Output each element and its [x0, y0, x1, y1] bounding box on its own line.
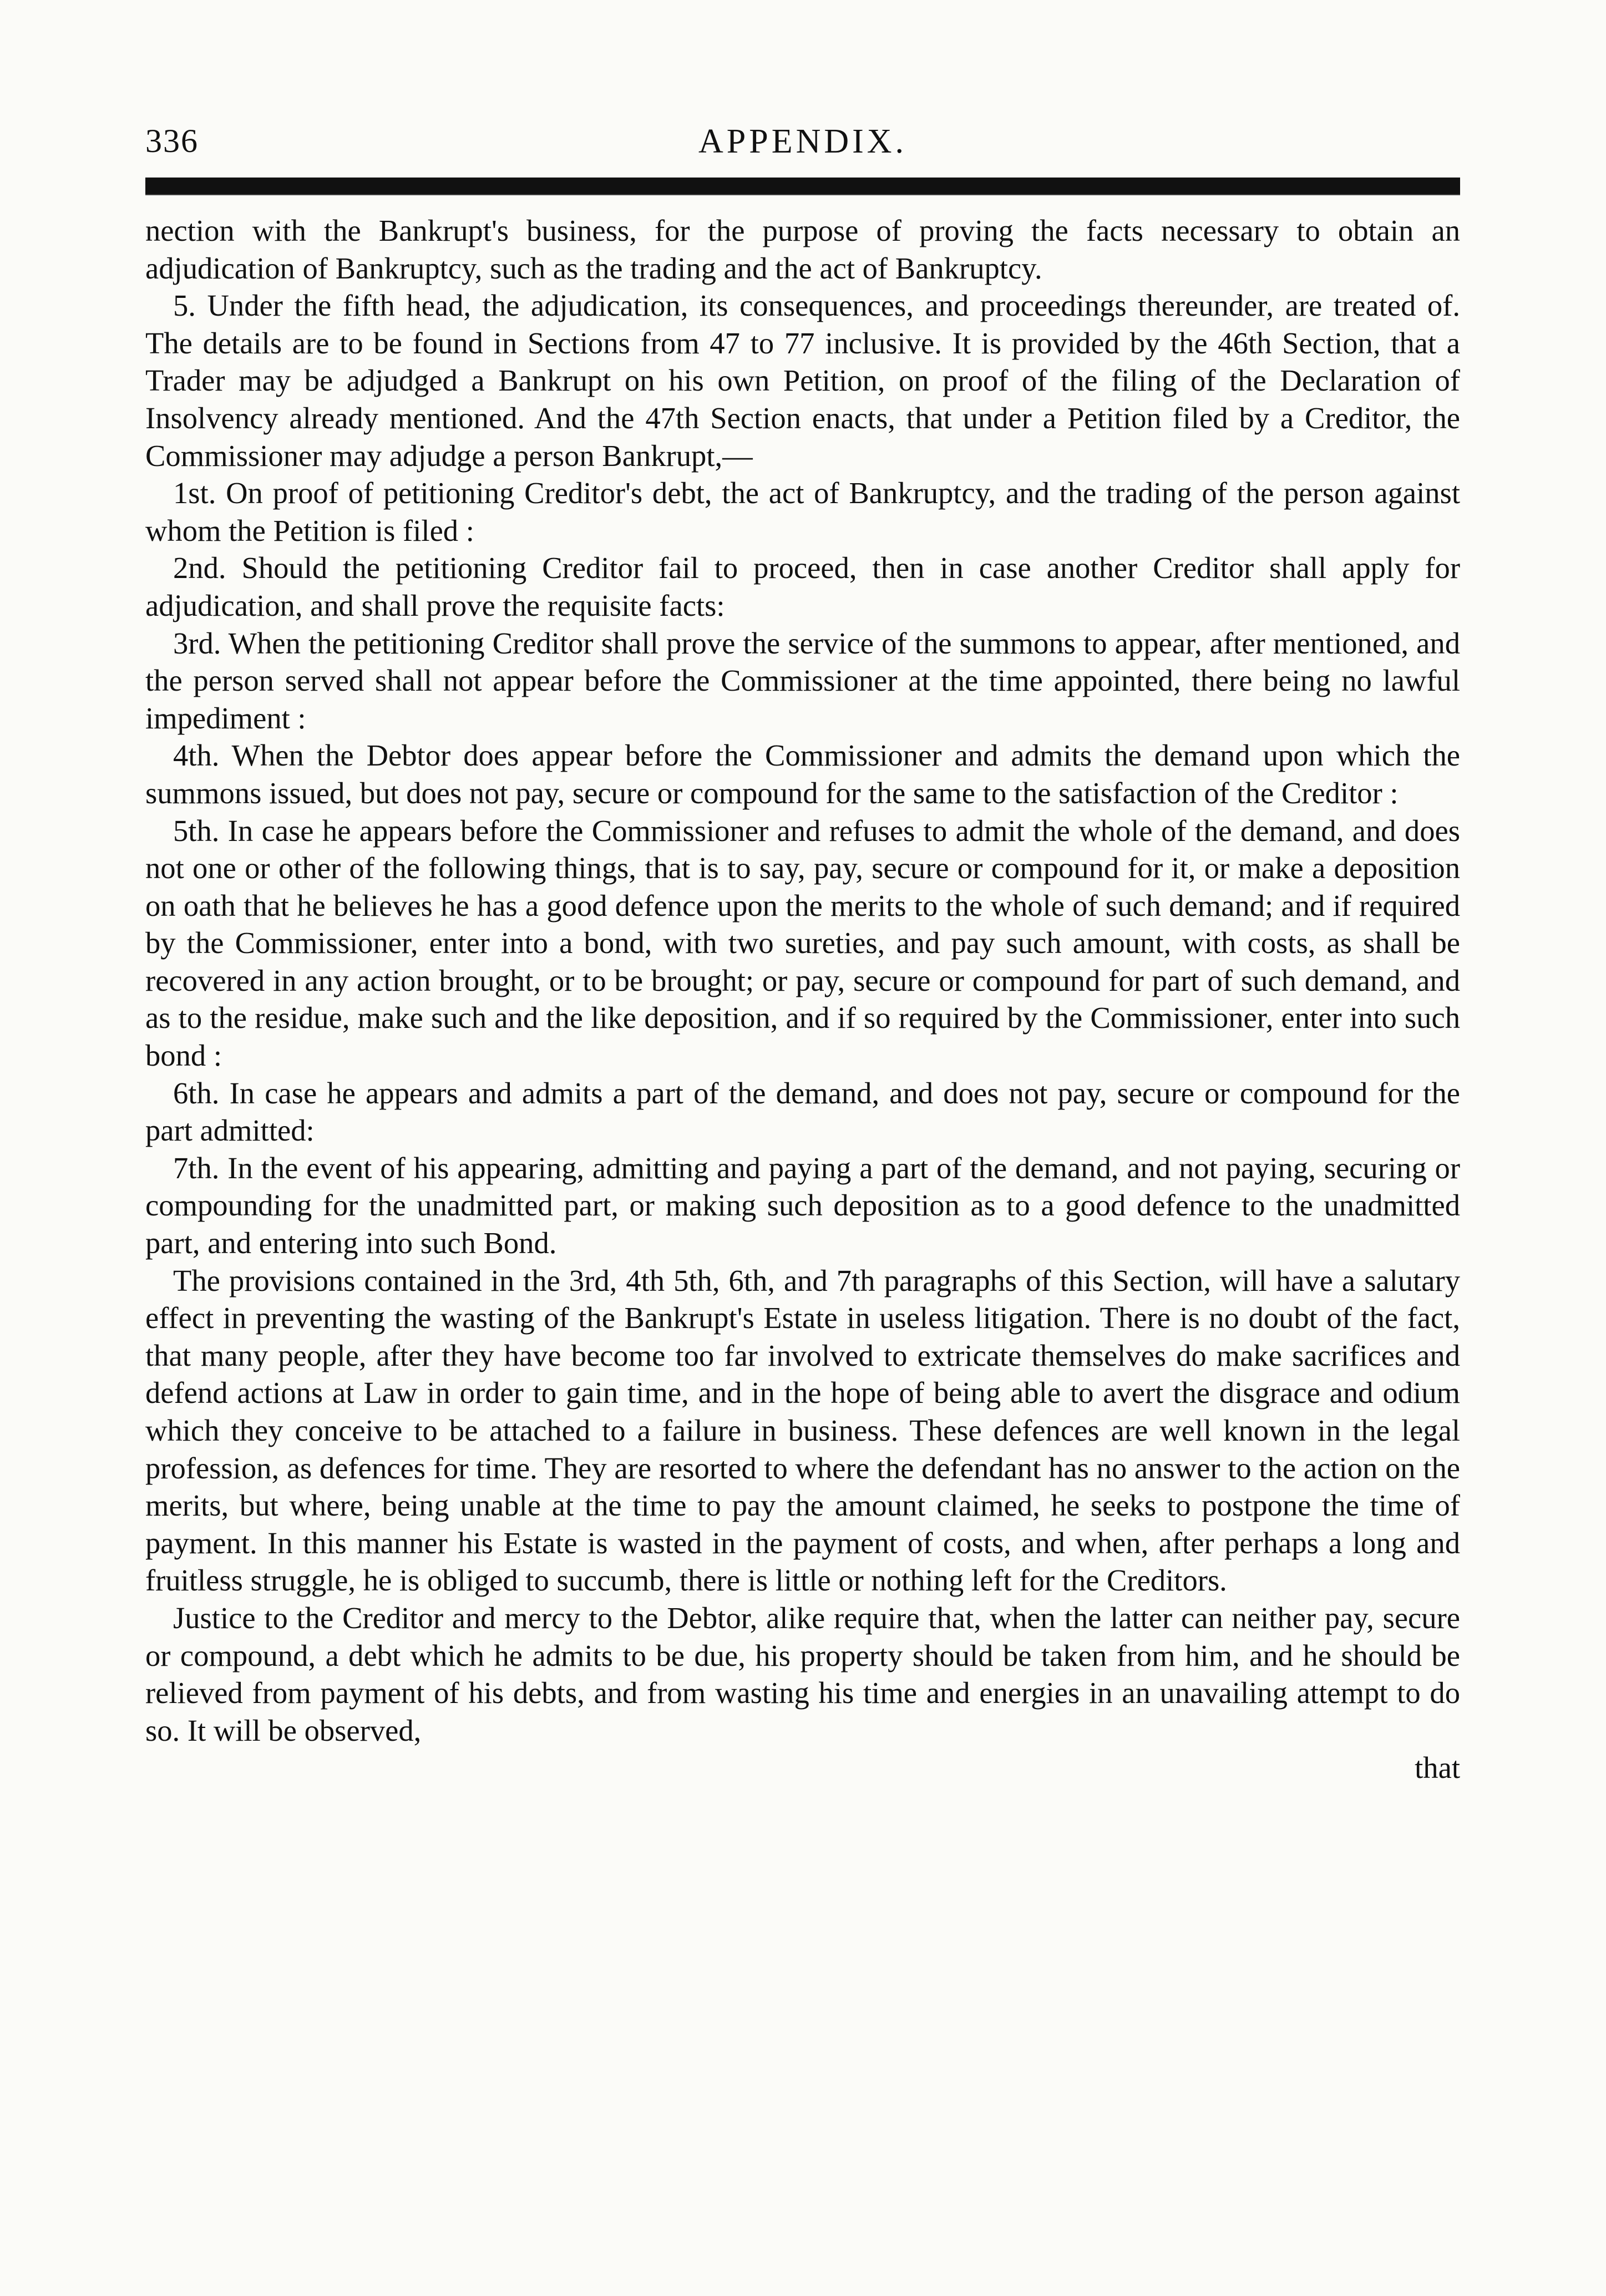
paragraph: 6th. In case he appears and admits a part of the demand, and does not pay, secure or compound for the part admitted: — [145, 1076, 1460, 1148]
paragraph: 2nd. Should the petitioning Creditor fail to proceed, then in case another Creditor shall apply for adjudication, and shall prove the requisite facts: — [145, 551, 1460, 622]
page-header — [145, 122, 1460, 172]
paragraph: 5th. In case he appears before the Commissioner and refuses to admit the whole of the demand, and does not one or other of the following things, that is to say, pay, secure or compound for it, or make a deposition on oath that he believes he has a good defence upon the merits to the whole of such demand; and if required by the Commissioner, enter into a bond, with two sureties, and pay such amount, with costs, as shall be recovered in any action brought, or to be brought; or pay, secure or compound for part of such demand, and as to the residue, make such and the like deposition, and if so required by the Commissioner, enter into such bond : — [145, 813, 1460, 1073]
paragraph: The provisions contained in the 3rd, 4th 5th, 6th, and 7th paragraphs of this Section, will have a salutary effect in preventing the wasting of the Bankrupt's Estate in useless litigation. There is no doubt of the fact, that many people, after they have become too far involved to extricate themselves do make sacrifices and defend actions at Law in order to gain time, and in the hope of being able to avert the disgrace and odium which they conceive to be attached to a failure in business. These defences are well known in the legal profession, as defences for time. They are resorted to where the defendant has no answer to the action on the merits, but where, being unable at the time to pay the amount claimed, he seeks to postpone the time of payment. In this manner his Estate is wasted in the payment of costs, and when, after perhaps a long and fruitless struggle, he is obliged to succumb, there is little or nothing left for the Creditors. — [145, 1263, 1460, 1598]
paragraph: Justice to the Creditor and mercy to the Debtor, alike require that, when the latter can neither pay, secure or compound, a debt which he admits to be due, his property should be taken from him, and he should be relieved from payment of his debts, and from wasting his time and energies in an unavailing attempt to do so. It will be observed, — [145, 1600, 1460, 1747]
document-page — [145, 122, 1460, 1787]
paragraph: 1st. On proof of petitioning Creditor's debt, the act of Bankruptcy, and the trading of the person against whom the Petition is filed : — [145, 476, 1460, 548]
header-rule — [145, 178, 1460, 194]
paragraph: 7th. In the event of his appearing, admitting and paying a part of the demand, and not paying, securing or compounding for the unadmitted part, or making such deposition as to a good defence to the unadmitted part, and entering into such Bond. — [145, 1150, 1460, 1260]
paragraph: 5. Under the fifth head, the adjudication, its consequences, and proceedings thereunder, are treated of. The details are to be found in Sections from 47 to 77 inclusive. It is provided by the 46th Section, that a Trader may be adjudged a Bankrupt on his own Petition, on proof of the filing of the Declaration of Insolvency already mentioned. And the 47th Section enacts, that under a Petition filed by a Creditor, the Commissioner may adjudge a person Bankrupt,— — [145, 288, 1460, 473]
paragraph: nection with the Bankrupt's business, for the purpose of proving the facts necessary to obtain an adjudication of Bankruptcy, such as the trading and the act of Bankruptcy. — [145, 214, 1460, 285]
page-number: 336 — [145, 123, 199, 159]
catchword: that — [1415, 1751, 1460, 1785]
running-head: APPENDIX. — [698, 123, 908, 160]
paragraph: 4th. When the Debtor does appear before the Commissioner and admits the demand upon which the summons issued, but does not pay, secure or compound for the same to the satisfaction of the Creditor : — [145, 738, 1460, 810]
body-text — [145, 212, 1460, 1787]
paragraph: 3rd. When the petitioning Creditor shall prove the service of the summons to appear, after mentioned, and the person served shall not appear before the Commissioner at the time appointed, there being no lawful impediment : — [145, 626, 1460, 735]
